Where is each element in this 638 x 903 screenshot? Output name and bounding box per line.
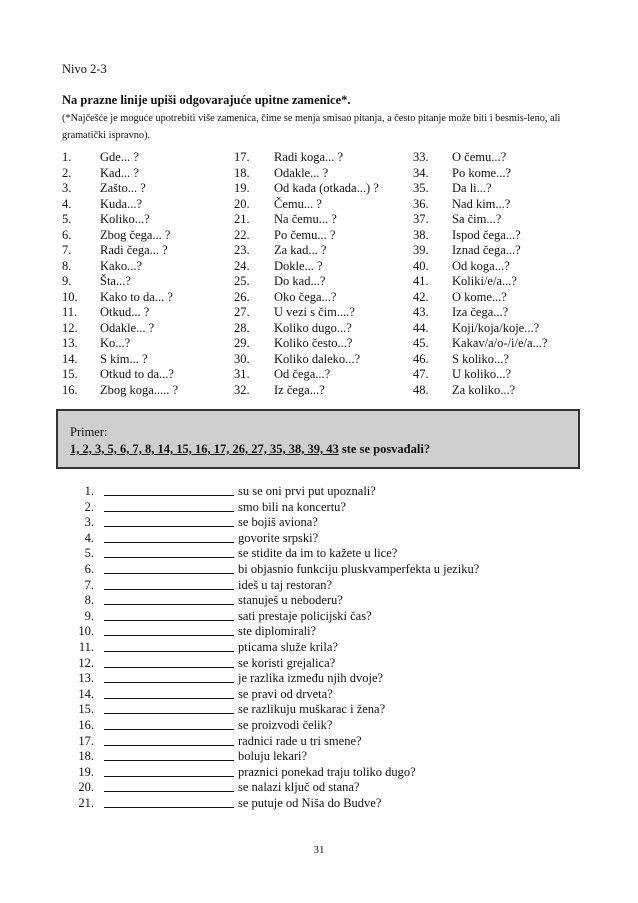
pronoun-number: 14. <box>62 351 78 366</box>
pronoun-item <box>234 259 379 275</box>
pronoun-item <box>234 181 379 197</box>
exercise-text: praznici ponekad traju toliko dugo? <box>238 764 416 779</box>
exercise-text: se razlikuju muškarac i žena? <box>238 702 386 717</box>
pronoun-item <box>234 228 379 244</box>
pronoun-item <box>62 352 178 368</box>
pronoun-number: 6. <box>62 227 72 242</box>
exercise-text: pticama služe krila? <box>238 639 338 654</box>
answer-blank[interactable] <box>104 624 234 636</box>
pronoun-text: Iz čega...? <box>274 382 325 397</box>
answer-blank[interactable] <box>104 796 234 808</box>
exercise-text: se nalazi ključ od stana? <box>238 780 360 795</box>
pronoun-text: Otkud... ? <box>100 305 150 319</box>
pronoun-number: 18. <box>234 165 250 180</box>
pronoun-item <box>234 352 379 368</box>
pronoun-item <box>62 181 178 197</box>
pronoun-text: O čemu...? <box>452 150 507 164</box>
pronoun-text: Kako...? <box>100 258 142 273</box>
pronoun-text: Čemu... ? <box>274 196 322 211</box>
pronoun-item <box>413 336 547 352</box>
exercise-number: 9. <box>84 608 94 623</box>
pronoun-text: Koliko daleko...? <box>274 351 361 366</box>
exercise-number: 12. <box>78 655 94 670</box>
exercise-number: 19. <box>78 764 94 779</box>
pronoun-text: Koliki/e/a...? <box>452 274 517 288</box>
answer-blank[interactable] <box>104 500 234 512</box>
pronoun-number: 11. <box>62 305 78 319</box>
exercise-item <box>72 578 479 594</box>
pronoun-item <box>413 228 547 244</box>
exercise-text: se pravi od drveta? <box>238 686 333 701</box>
pronoun-text: Dokle... ? <box>274 258 323 273</box>
pronoun-text: Da li...? <box>452 181 492 195</box>
pronoun-item <box>413 212 547 228</box>
pronoun-number: 2. <box>62 165 72 180</box>
pronoun-item <box>62 336 178 352</box>
exercise-item <box>72 640 479 656</box>
example-numbers: 1, 2, 3, 5, 6, 7, 8, 14, 15, 16, 17, 26, 27, 35, 38, 39, 43 <box>70 442 339 456</box>
answer-blank[interactable] <box>104 515 234 527</box>
pronoun-number: 35. <box>413 181 429 195</box>
pronoun-number: 39. <box>413 243 429 257</box>
pronoun-number: 44. <box>413 320 429 335</box>
pronoun-number: 23. <box>234 243 250 257</box>
pronoun-item <box>62 166 178 182</box>
exercise-item <box>72 656 479 672</box>
pronoun-item <box>413 259 547 275</box>
pronoun-text: O kome...? <box>452 289 507 304</box>
pronoun-text: Koji/koja/koje...? <box>452 320 540 335</box>
pronoun-item <box>234 166 379 182</box>
pronoun-text: U vezi s čim....? <box>274 305 355 319</box>
pronoun-text: Nad kim...? <box>452 196 511 211</box>
answer-blank[interactable] <box>104 531 234 543</box>
exercise-text: su se oni prvi put upoznali? <box>238 484 376 498</box>
pronoun-text: Po čemu... ? <box>274 227 336 242</box>
pronoun-number: 21. <box>234 212 250 226</box>
pronoun-text: Na čemu... ? <box>274 212 337 226</box>
exercise-number: 21. <box>78 795 94 810</box>
pronoun-number: 45. <box>413 336 429 350</box>
pronoun-number: 47. <box>413 367 429 381</box>
exercise-list <box>72 484 479 811</box>
exercise-item <box>72 718 479 734</box>
exercise-text: se stidite da im to kažete u lice? <box>238 546 398 561</box>
example-box <box>56 409 580 469</box>
exercise-text: sati prestaje policijski čas? <box>238 608 372 623</box>
pronoun-number: 32. <box>234 382 250 397</box>
pronoun-number: 24. <box>234 258 250 273</box>
pronoun-item <box>62 259 178 275</box>
pronoun-text: S kim... ? <box>100 351 148 366</box>
pronoun-number: 46. <box>413 351 429 366</box>
answer-blank[interactable] <box>104 578 234 590</box>
pronoun-text: Oko čega...? <box>274 289 337 304</box>
pronoun-text: Za kad... ? <box>274 243 327 257</box>
pronoun-number: 48. <box>413 382 429 397</box>
exercise-item <box>72 702 479 718</box>
exercise-number: 17. <box>78 733 94 748</box>
pronoun-item <box>62 228 178 244</box>
pronoun-number: 25. <box>234 274 250 288</box>
pronoun-item <box>234 367 379 383</box>
exercise-item <box>72 500 479 516</box>
pronoun-item <box>62 243 178 259</box>
pronoun-item <box>234 305 379 321</box>
exercise-number: 16. <box>78 717 94 732</box>
pronoun-number: 13. <box>62 336 78 350</box>
pronoun-item <box>413 367 547 383</box>
exercise-number: 3. <box>84 515 94 530</box>
pronoun-item <box>234 197 379 213</box>
pronoun-item <box>62 290 178 306</box>
pronoun-item <box>62 274 178 290</box>
pronoun-text: Od čega...? <box>274 367 331 381</box>
pronoun-item <box>234 383 379 399</box>
pronoun-text: Po kome...? <box>452 165 512 180</box>
pronoun-item <box>62 321 178 337</box>
pronoun-item <box>62 212 178 228</box>
pronoun-number: 34. <box>413 165 429 180</box>
exercise-item <box>72 546 479 562</box>
pronoun-text: Ispod čega...? <box>452 227 521 242</box>
exercise-text: ideš u taj restoran? <box>238 577 333 592</box>
exercise-number: 20. <box>78 780 94 795</box>
pronoun-number: 3. <box>62 181 72 195</box>
pronoun-text: Do kad...? <box>274 274 326 288</box>
exercise-number: 14. <box>78 686 94 701</box>
pronoun-number: 4. <box>62 196 72 211</box>
pronoun-item <box>62 383 178 399</box>
pronoun-text: Kuda...? <box>100 196 142 211</box>
exercise-number: 5. <box>84 546 94 561</box>
exercise-item <box>72 609 479 625</box>
instruction-heading: Na prazne linije upiši odgovarajuće upitne zamenice*. <box>62 93 351 107</box>
exercise-item <box>72 562 479 578</box>
pronoun-number: 40. <box>413 258 429 273</box>
exercise-number: 7. <box>84 577 94 592</box>
pronoun-text: Kad... ? <box>100 165 139 180</box>
exercise-text: radnici rade u tri smene? <box>238 733 362 748</box>
pronoun-number: 16. <box>62 382 78 397</box>
pronoun-number: 36. <box>413 196 429 211</box>
pronoun-item <box>62 197 178 213</box>
pronoun-text: Iza čega...? <box>452 305 509 319</box>
pronoun-number: 41. <box>413 274 429 288</box>
pronoun-text: Radi koga... ? <box>274 150 344 164</box>
exercise-text: se bojiš aviona? <box>238 515 318 530</box>
exercise-item <box>72 484 479 500</box>
pronoun-text: Koliko...? <box>100 212 150 226</box>
pronoun-item <box>413 166 547 182</box>
pronoun-item <box>413 197 547 213</box>
instruction-note: (*Najčešće je moguće upotrebiti više zamenica, čime se menja smisao pitanja, a često pitanje može biti i besmis-leno, ali gramatički ispravno). <box>62 113 561 141</box>
answer-blank[interactable] <box>104 562 234 574</box>
pronoun-number: 12. <box>62 320 78 335</box>
exercise-number: 10. <box>78 624 94 639</box>
pronoun-text: Odakle... ? <box>100 320 155 335</box>
answer-blank[interactable] <box>104 656 234 668</box>
pronoun-item <box>413 290 547 306</box>
pronoun-text: Koliko često...? <box>274 336 353 350</box>
pronoun-number: 38. <box>413 227 429 242</box>
pronoun-item <box>62 367 178 383</box>
exercise-number: 1. <box>84 484 94 498</box>
pronoun-number: 8. <box>62 258 72 273</box>
pronoun-text: Sa čim...? <box>452 212 502 226</box>
answer-blank[interactable] <box>104 702 234 714</box>
exercise-number: 18. <box>78 749 94 764</box>
exercise-text: se putuje od Niša do Budve? <box>238 795 382 810</box>
pronoun-number: 42. <box>413 289 429 304</box>
pronoun-number: 15. <box>62 367 78 381</box>
pronoun-text: Zbog čega... ? <box>100 227 171 242</box>
pronoun-text: Odakle... ? <box>274 165 329 180</box>
pronoun-text: Od kada (otkada...) ? <box>274 181 379 195</box>
exercise-item <box>72 687 479 703</box>
level-label: Nivo 2-3 <box>62 62 107 76</box>
pronoun-number: 28. <box>234 320 250 335</box>
example-rest: ste se posvađali? <box>338 442 431 456</box>
exercise-item <box>72 734 479 750</box>
answer-blank[interactable] <box>104 734 234 746</box>
answer-blank[interactable] <box>104 687 234 699</box>
pronoun-text: Ko...? <box>100 336 131 350</box>
example-label: Primer: <box>70 425 108 439</box>
exercise-number: 2. <box>84 499 94 514</box>
exercise-number: 13. <box>78 671 94 686</box>
pronoun-number: 27. <box>234 305 250 319</box>
exercise-text: je razlika između njih dvoje? <box>238 671 384 686</box>
page-number: 31 <box>313 844 325 856</box>
exercise-item <box>72 796 479 812</box>
pronoun-text: Gde... ? <box>100 150 139 164</box>
answer-blank[interactable] <box>104 609 234 621</box>
pronoun-item <box>62 305 178 321</box>
exercise-number: 11. <box>78 639 94 654</box>
answer-blank[interactable] <box>104 484 234 496</box>
pronoun-item <box>413 243 547 259</box>
exercise-text: govorite srpski? <box>238 530 319 545</box>
pronoun-text: Otkud to da...? <box>100 367 174 381</box>
exercise-text: stanuješ u neboderu? <box>238 593 343 608</box>
pronoun-text: Koliko dugo...? <box>274 320 352 335</box>
pronoun-item <box>413 274 547 290</box>
answer-blank[interactable] <box>104 780 234 792</box>
pronoun-text: U koliko...? <box>452 367 512 381</box>
pronoun-item <box>234 212 379 228</box>
answer-blank[interactable] <box>104 640 234 652</box>
exercise-number: 6. <box>84 561 94 576</box>
pronoun-text: Zbog koga..... ? <box>100 382 179 397</box>
pronoun-item <box>234 321 379 337</box>
pronoun-text: Šta...? <box>100 274 131 288</box>
pronoun-number: 26. <box>234 289 250 304</box>
exercise-item <box>72 593 479 609</box>
exercise-item <box>72 515 479 531</box>
exercise-text: ste diplomirali? <box>238 624 317 639</box>
pronoun-column-2 <box>234 150 379 398</box>
pronoun-number: 20. <box>234 196 250 211</box>
pronoun-number: 30. <box>234 351 250 366</box>
exercise-number: 8. <box>84 593 94 608</box>
pronoun-item <box>234 336 379 352</box>
exercise-item <box>72 749 479 765</box>
exercise-text: boluju lekari? <box>238 749 308 764</box>
pronoun-item <box>62 150 178 166</box>
exercise-item <box>72 624 479 640</box>
exercise-item <box>72 765 479 781</box>
pronoun-text: Zašto... ? <box>100 181 146 195</box>
pronoun-column-3 <box>413 150 547 398</box>
pronoun-number: 1. <box>62 150 72 164</box>
exercise-number: 15. <box>78 702 94 717</box>
pronoun-number: 10. <box>62 289 78 304</box>
pronoun-item <box>234 290 379 306</box>
answer-blank[interactable] <box>104 671 234 683</box>
answer-blank[interactable] <box>104 593 234 605</box>
pronoun-number: 19. <box>234 181 250 195</box>
pronoun-text: Radi čega... ? <box>100 243 168 257</box>
pronoun-column-1 <box>62 150 178 398</box>
answer-blank[interactable] <box>104 765 234 777</box>
pronoun-item <box>413 352 547 368</box>
pronoun-text: S koliko...? <box>452 351 509 366</box>
example-question <box>70 442 430 457</box>
pronoun-number: 9. <box>62 274 72 288</box>
pronoun-number: 31. <box>234 367 250 381</box>
pronoun-text: Iznad čega...? <box>452 243 521 257</box>
answer-blank[interactable] <box>104 718 234 730</box>
answer-blank[interactable] <box>104 749 234 761</box>
pronoun-number: 17. <box>234 150 250 164</box>
pronoun-number: 29. <box>234 336 250 350</box>
exercise-text: se koristi grejalica? <box>238 655 336 670</box>
exercise-item <box>72 671 479 687</box>
pronoun-item <box>413 181 547 197</box>
pronoun-number: 43. <box>413 305 429 319</box>
pronoun-item <box>234 243 379 259</box>
pronoun-number: 5. <box>62 212 72 226</box>
pronoun-text: Za koliko...? <box>452 382 516 397</box>
pronoun-text: Od koga...? <box>452 258 510 273</box>
pronoun-number: 7. <box>62 243 72 257</box>
pronoun-text: Kako to da... ? <box>100 289 173 304</box>
exercise-text: smo bili na koncertu? <box>238 499 346 514</box>
pronoun-item <box>234 150 379 166</box>
pronoun-number: 37. <box>413 212 429 226</box>
pronoun-number: 22. <box>234 227 250 242</box>
exercise-number: 4. <box>84 530 94 545</box>
pronoun-text: Kakav/a/o-/i/e/a...? <box>452 336 548 350</box>
exercise-text: bi objasnio funkciju pluskvamperfekta u jeziku? <box>238 561 480 576</box>
pronoun-number: 33. <box>413 150 429 164</box>
exercise-text: se proizvodi čelik? <box>238 717 333 732</box>
answer-blank[interactable] <box>104 546 234 558</box>
pronoun-item <box>413 383 547 399</box>
pronoun-item <box>413 305 547 321</box>
exercise-item <box>72 531 479 547</box>
pronoun-item <box>234 274 379 290</box>
exercise-item <box>72 780 479 796</box>
pronoun-item <box>413 321 547 337</box>
pronoun-item <box>413 150 547 166</box>
